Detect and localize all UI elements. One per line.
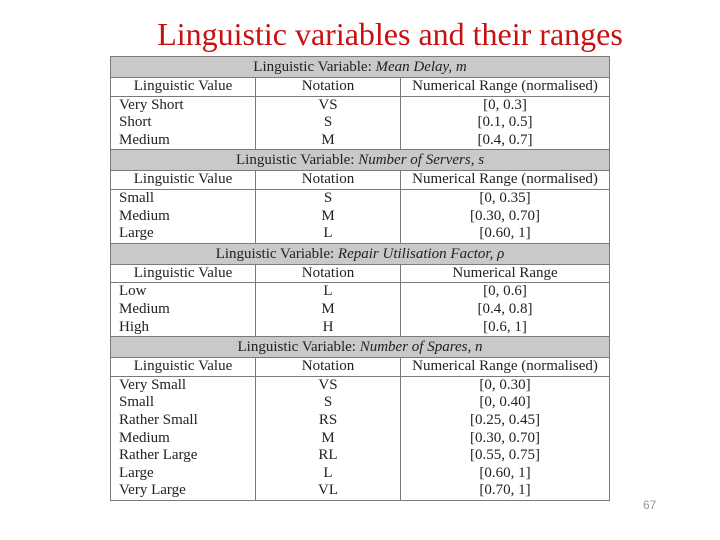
variable-title bbox=[111, 57, 610, 78]
variable-header-row bbox=[111, 150, 610, 171]
linguistic-value-cell: High bbox=[111, 319, 256, 337]
column-header-notation: Notation bbox=[256, 171, 401, 190]
notation-cell: VL bbox=[256, 482, 401, 500]
range-cell: [0.4, 0.8] bbox=[401, 301, 610, 319]
linguistic-value-cell: Large bbox=[111, 465, 256, 483]
column-header-value: Linguistic Value bbox=[111, 171, 256, 190]
table-row bbox=[111, 114, 610, 132]
variable-header-row bbox=[111, 57, 610, 78]
linguistic-value-cell: Short bbox=[111, 114, 256, 132]
linguistic-value-cell: Low bbox=[111, 283, 256, 301]
column-header-value: Linguistic Value bbox=[111, 358, 256, 377]
range-cell: [0.1, 0.5] bbox=[401, 114, 610, 132]
linguistic-value-cell: Medium bbox=[111, 301, 256, 319]
notation-cell: M bbox=[256, 430, 401, 448]
range-cell: [0.30, 0.70] bbox=[401, 430, 610, 448]
table-row bbox=[111, 465, 610, 483]
section-mean-delay bbox=[111, 57, 610, 150]
section-number-of-spares bbox=[111, 337, 610, 501]
range-cell: [0.4, 0.7] bbox=[401, 132, 610, 150]
variable-name: Number of Servers, s bbox=[358, 152, 485, 169]
range-cell: [0.55, 0.75] bbox=[401, 447, 610, 465]
linguistic-value-cell: Large bbox=[111, 225, 256, 243]
range-cell: [0.30, 0.70] bbox=[401, 208, 610, 226]
table-row bbox=[111, 319, 610, 337]
range-cell: [0.60, 1] bbox=[401, 225, 610, 243]
range-cell: [0.70, 1] bbox=[401, 482, 610, 500]
range-cell: [0.60, 1] bbox=[401, 465, 610, 483]
notation-cell: S bbox=[256, 114, 401, 132]
section-number-of-servers bbox=[111, 150, 610, 243]
linguistic-variables-table bbox=[110, 56, 610, 501]
linguistic-value-cell: Small bbox=[111, 394, 256, 412]
variable-prefix: Linguistic Variable: bbox=[236, 152, 359, 169]
notation-cell: S bbox=[256, 394, 401, 412]
notation-cell: L bbox=[256, 283, 401, 301]
page-number: 67 bbox=[643, 498, 657, 512]
variable-name: Repair Utilisation Factor, ρ bbox=[337, 245, 505, 262]
notation-cell: H bbox=[256, 319, 401, 337]
linguistic-value-cell: Very Large bbox=[111, 482, 256, 500]
range-cell: [0, 0.6] bbox=[401, 283, 610, 301]
range-cell: [0, 0.3] bbox=[401, 96, 610, 114]
variable-prefix: Linguistic Variable: bbox=[253, 59, 376, 75]
linguistic-value-cell: Small bbox=[111, 189, 256, 207]
column-header-notation: Notation bbox=[256, 78, 401, 97]
notation-cell: M bbox=[256, 132, 401, 150]
linguistic-value-cell: Rather Large bbox=[111, 447, 256, 465]
linguistic-value-cell: Rather Small bbox=[111, 412, 256, 430]
column-header-row bbox=[111, 358, 610, 377]
variable-header-row bbox=[111, 243, 610, 264]
variable-name: Mean Delay, m bbox=[375, 59, 467, 75]
column-header-range: Numerical Range (normalised) bbox=[401, 171, 610, 190]
variable-title bbox=[111, 337, 610, 358]
range-cell: [0, 0.35] bbox=[401, 189, 610, 207]
variable-prefix: Linguistic Variable: bbox=[237, 339, 360, 356]
notation-cell: L bbox=[256, 465, 401, 483]
notation-cell: VS bbox=[256, 376, 401, 394]
linguistic-value-cell: Medium bbox=[111, 208, 256, 226]
table-row bbox=[111, 189, 610, 207]
column-header-notation: Notation bbox=[256, 264, 401, 283]
table-row bbox=[111, 208, 610, 226]
column-header-value: Linguistic Value bbox=[111, 264, 256, 283]
linguistic-value-cell: Medium bbox=[111, 430, 256, 448]
table-row bbox=[111, 430, 610, 448]
column-header-row bbox=[111, 78, 610, 97]
column-header-range: Numerical Range (normalised) bbox=[401, 78, 610, 97]
table-row bbox=[111, 412, 610, 430]
notation-cell: M bbox=[256, 208, 401, 226]
notation-cell: RL bbox=[256, 447, 401, 465]
variable-prefix: Linguistic Variable: bbox=[215, 245, 338, 262]
range-cell: [0, 0.40] bbox=[401, 394, 610, 412]
slide-title: Linguistic variables and their ranges bbox=[157, 16, 623, 52]
column-header-range: Numerical Range (normalised) bbox=[401, 358, 610, 377]
table-row bbox=[111, 132, 610, 150]
column-header-notation: Notation bbox=[256, 358, 401, 377]
notation-cell: M bbox=[256, 301, 401, 319]
notation-cell: VS bbox=[256, 96, 401, 114]
variable-title bbox=[111, 243, 610, 264]
range-cell: [0, 0.30] bbox=[401, 376, 610, 394]
table-row bbox=[111, 283, 610, 301]
table-row bbox=[111, 394, 610, 412]
variable-header-row bbox=[111, 337, 610, 358]
column-header-range: Numerical Range bbox=[401, 264, 610, 283]
table-row bbox=[111, 482, 610, 500]
table-row bbox=[111, 447, 610, 465]
range-cell: [0.25, 0.45] bbox=[401, 412, 610, 430]
column-header-row bbox=[111, 171, 610, 190]
table-row bbox=[111, 376, 610, 394]
table-row bbox=[111, 225, 610, 243]
column-header-value: Linguistic Value bbox=[111, 78, 256, 97]
linguistic-value-cell: Very Short bbox=[111, 96, 256, 114]
table-row bbox=[111, 96, 610, 114]
section-repair-utilisation-factor bbox=[111, 243, 610, 336]
range-cell: [0.6, 1] bbox=[401, 319, 610, 337]
notation-cell: S bbox=[256, 189, 401, 207]
linguistic-value-cell: Very Small bbox=[111, 376, 256, 394]
variable-name: Number of Spares, n bbox=[359, 339, 483, 356]
linguistic-value-cell: Medium bbox=[111, 132, 256, 150]
column-header-row bbox=[111, 264, 610, 283]
linguistic-variables-table-container bbox=[110, 56, 609, 501]
notation-cell: L bbox=[256, 225, 401, 243]
table-row bbox=[111, 301, 610, 319]
variable-title bbox=[111, 150, 610, 171]
notation-cell: RS bbox=[256, 412, 401, 430]
